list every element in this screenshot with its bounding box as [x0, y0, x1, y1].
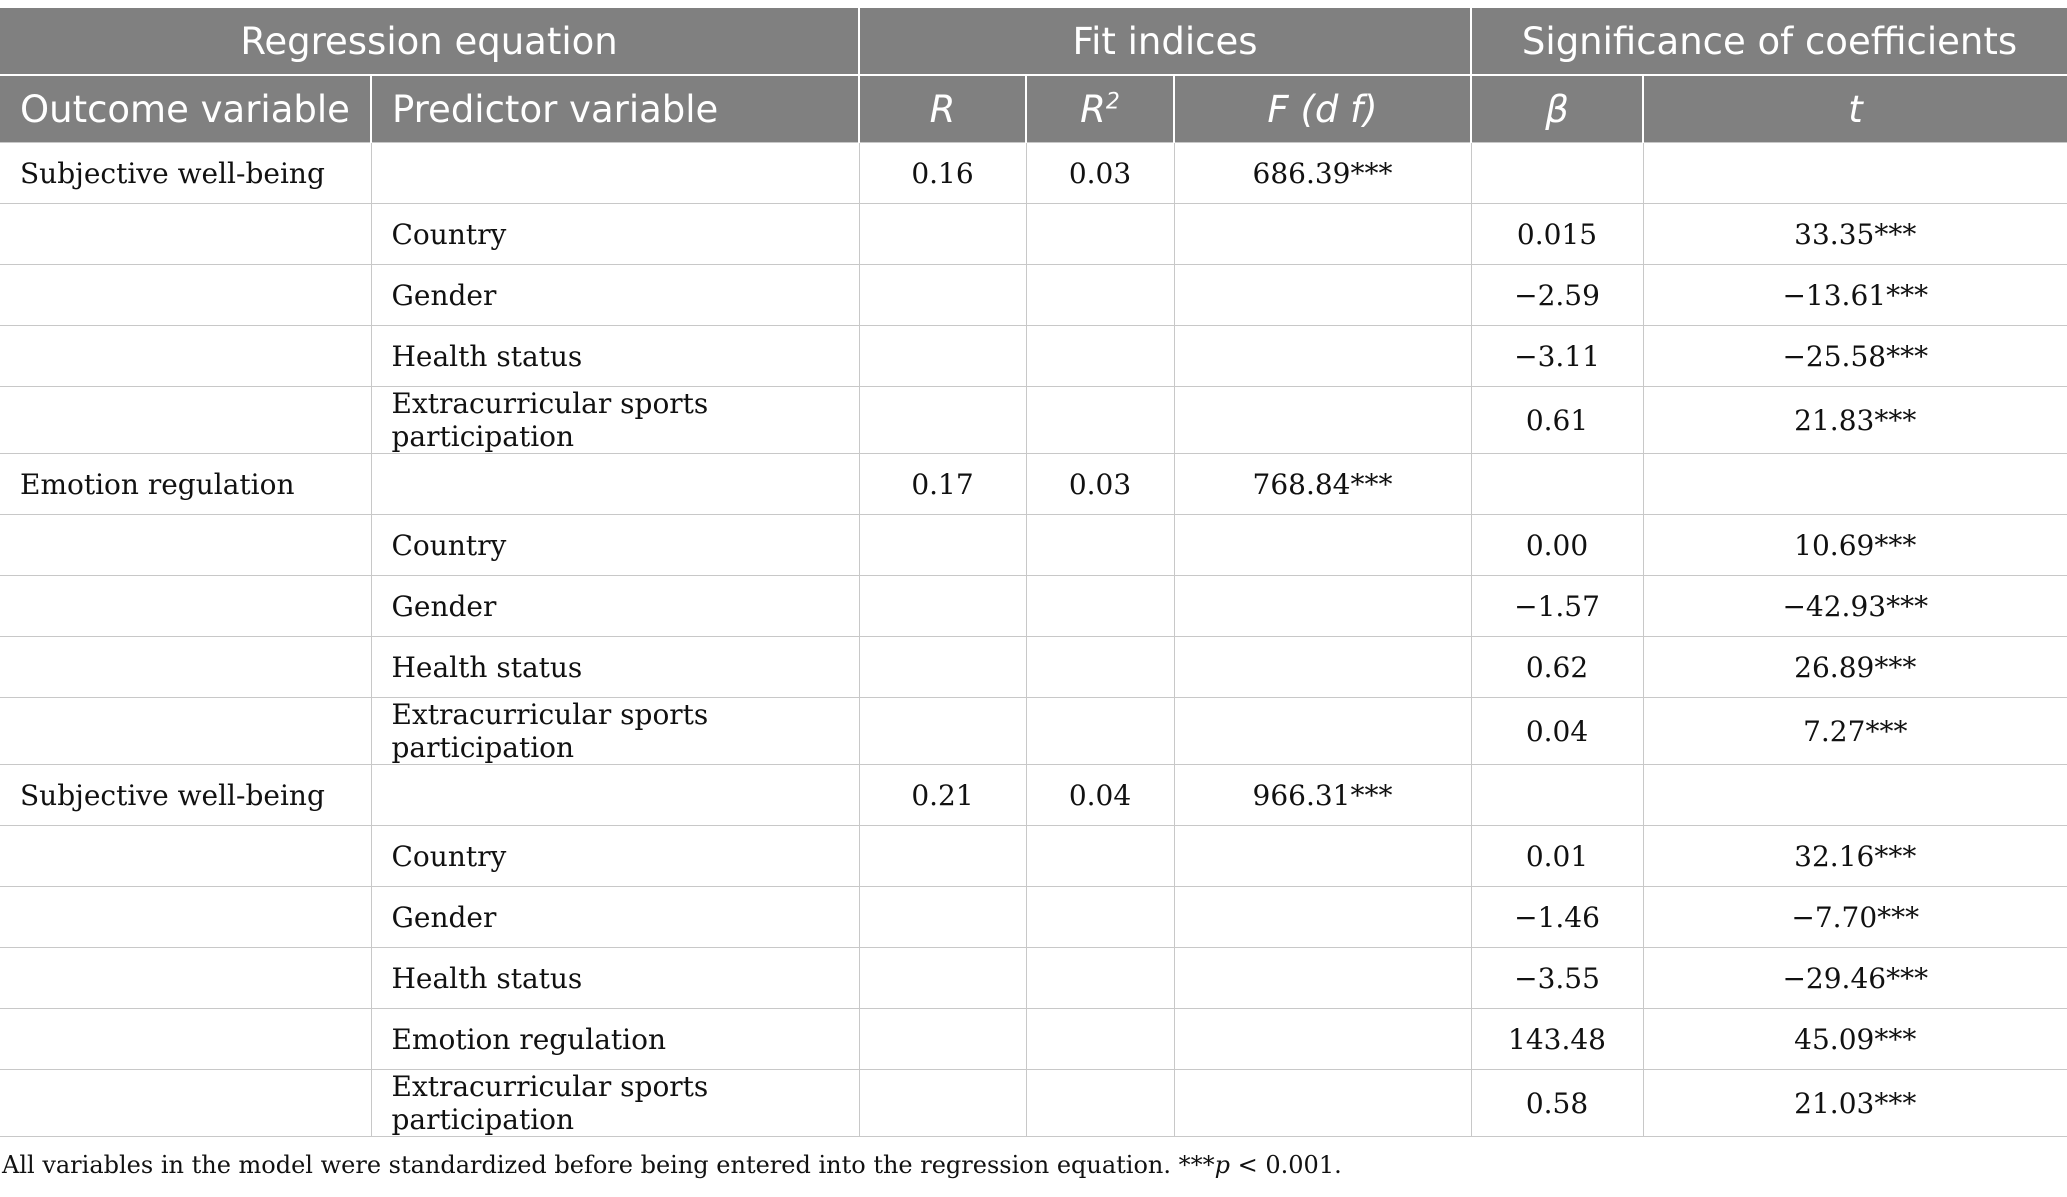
- table-row: [0, 515, 2067, 576]
- table-row: [0, 143, 2067, 204]
- cell-r: [859, 387, 1026, 454]
- header-group-row: [0, 8, 2067, 75]
- cell-t: 10.69***: [1643, 515, 2067, 576]
- cell-r-squared: [1026, 265, 1174, 326]
- cell-t: 32.16***: [1643, 826, 2067, 887]
- cell-beta: −2.59: [1471, 265, 1643, 326]
- cell-f: [1174, 1070, 1471, 1137]
- table-row: [0, 765, 2067, 826]
- cell-predictor: [371, 143, 859, 204]
- cell-outcome: Subjective well-being: [0, 143, 371, 204]
- cell-r-squared: 0.03: [1026, 143, 1174, 204]
- cell-r: [859, 948, 1026, 1009]
- cell-r: [859, 204, 1026, 265]
- header-r-squared-sup: 2: [1105, 89, 1120, 115]
- cell-outcome: [0, 515, 371, 576]
- cell-r: [859, 515, 1026, 576]
- table-row: [0, 204, 2067, 265]
- cell-r-squared: 0.04: [1026, 765, 1174, 826]
- footnote-threshold: < 0.001.: [1230, 1151, 1342, 1179]
- cell-r: [859, 326, 1026, 387]
- header-significance: Significance of coefficients: [1471, 8, 2067, 75]
- cell-t: −25.58***: [1643, 326, 2067, 387]
- cell-outcome: [0, 887, 371, 948]
- cell-predictor: Health status: [371, 326, 859, 387]
- header-beta: β: [1471, 75, 1643, 143]
- cell-beta: 0.58: [1471, 1070, 1643, 1137]
- cell-predictor: Country: [371, 515, 859, 576]
- cell-r: [859, 1070, 1026, 1137]
- cell-f: [1174, 826, 1471, 887]
- cell-predictor: Health status: [371, 948, 859, 1009]
- cell-outcome: [0, 265, 371, 326]
- cell-outcome: [0, 826, 371, 887]
- cell-beta: 0.01: [1471, 826, 1643, 887]
- cell-predictor: Gender: [371, 265, 859, 326]
- table-footnote: [0, 1151, 2067, 1179]
- table-row: [0, 265, 2067, 326]
- cell-beta: 143.48: [1471, 1009, 1643, 1070]
- cell-r: [859, 637, 1026, 698]
- cell-t: −29.46***: [1643, 948, 2067, 1009]
- footnote-p-symbol: p: [1214, 1151, 1231, 1179]
- header-fit-indices: Fit indices: [859, 8, 1471, 75]
- cell-beta: [1471, 765, 1643, 826]
- cell-predictor: Health status: [371, 637, 859, 698]
- cell-f: [1174, 1009, 1471, 1070]
- cell-f: [1174, 698, 1471, 765]
- cell-beta: [1471, 454, 1643, 515]
- cell-t: 7.27***: [1643, 698, 2067, 765]
- cell-r-squared: 0.03: [1026, 454, 1174, 515]
- footnote-text: All variables in the model were standardized before being entered into the regression equation. ***: [2, 1151, 1215, 1179]
- cell-predictor: Country: [371, 204, 859, 265]
- cell-predictor: [371, 454, 859, 515]
- table-row: [0, 1009, 2067, 1070]
- cell-beta: −1.46: [1471, 887, 1643, 948]
- table-row: [0, 887, 2067, 948]
- cell-f: [1174, 576, 1471, 637]
- cell-t: [1643, 143, 2067, 204]
- cell-beta: −3.55: [1471, 948, 1643, 1009]
- cell-r: 0.16: [859, 143, 1026, 204]
- cell-t: −42.93***: [1643, 576, 2067, 637]
- cell-beta: 0.62: [1471, 637, 1643, 698]
- cell-r: [859, 1009, 1026, 1070]
- cell-f: 966.31***: [1174, 765, 1471, 826]
- table-row: [0, 454, 2067, 515]
- cell-outcome: [0, 1009, 371, 1070]
- cell-r: [859, 265, 1026, 326]
- cell-outcome: [0, 204, 371, 265]
- cell-t: [1643, 454, 2067, 515]
- cell-r: [859, 698, 1026, 765]
- cell-r: [859, 576, 1026, 637]
- regression-table: [0, 8, 2067, 1137]
- cell-t: 33.35***: [1643, 204, 2067, 265]
- cell-r-squared: [1026, 948, 1174, 1009]
- cell-beta: −1.57: [1471, 576, 1643, 637]
- regression-table-container: [0, 8, 2067, 1179]
- cell-r-squared: [1026, 826, 1174, 887]
- cell-f: 768.84***: [1174, 454, 1471, 515]
- header-column-row: [0, 75, 2067, 143]
- cell-f: [1174, 387, 1471, 454]
- cell-r: [859, 887, 1026, 948]
- table-row: [0, 387, 2067, 454]
- cell-r-squared: [1026, 387, 1174, 454]
- cell-r-squared: [1026, 326, 1174, 387]
- cell-r: [859, 826, 1026, 887]
- cell-outcome: [0, 1070, 371, 1137]
- cell-outcome: [0, 326, 371, 387]
- header-regression-equation: Regression equation: [0, 8, 859, 75]
- table-row: [0, 698, 2067, 765]
- cell-outcome: [0, 387, 371, 454]
- header-t: t: [1643, 75, 2067, 143]
- cell-t: [1643, 765, 2067, 826]
- table-row: [0, 1070, 2067, 1137]
- table-row: [0, 948, 2067, 1009]
- table-row: [0, 637, 2067, 698]
- cell-f: [1174, 887, 1471, 948]
- cell-r: 0.17: [859, 454, 1026, 515]
- cell-predictor: Gender: [371, 576, 859, 637]
- cell-r-squared: [1026, 698, 1174, 765]
- cell-t: 26.89***: [1643, 637, 2067, 698]
- table-row: [0, 576, 2067, 637]
- cell-beta: [1471, 143, 1643, 204]
- cell-outcome: [0, 698, 371, 765]
- cell-beta: 0.00: [1471, 515, 1643, 576]
- table-header: [0, 8, 2067, 143]
- cell-r-squared: [1026, 204, 1174, 265]
- table-row: [0, 326, 2067, 387]
- cell-r-squared: [1026, 1070, 1174, 1137]
- cell-outcome: [0, 576, 371, 637]
- cell-f: [1174, 265, 1471, 326]
- cell-r-squared: [1026, 887, 1174, 948]
- cell-t: −7.70***: [1643, 887, 2067, 948]
- cell-predictor: Extracurricular sports participation: [371, 698, 859, 765]
- cell-r-squared: [1026, 1009, 1174, 1070]
- cell-t: 45.09***: [1643, 1009, 2067, 1070]
- table-body: [0, 143, 2067, 1137]
- cell-outcome: [0, 948, 371, 1009]
- cell-predictor: Country: [371, 826, 859, 887]
- cell-f: [1174, 948, 1471, 1009]
- cell-f: [1174, 637, 1471, 698]
- cell-outcome: Emotion regulation: [0, 454, 371, 515]
- header-f-df: F (d f): [1174, 75, 1471, 143]
- cell-f: [1174, 515, 1471, 576]
- table-row: [0, 826, 2067, 887]
- cell-t: 21.03***: [1643, 1070, 2067, 1137]
- cell-f: 686.39***: [1174, 143, 1471, 204]
- cell-beta: 0.61: [1471, 387, 1643, 454]
- header-r: R: [859, 75, 1026, 143]
- cell-beta: 0.04: [1471, 698, 1643, 765]
- header-r-squared: [1026, 75, 1174, 143]
- cell-t: −13.61***: [1643, 265, 2067, 326]
- cell-outcome: Subjective well-being: [0, 765, 371, 826]
- cell-r-squared: [1026, 576, 1174, 637]
- cell-r-squared: [1026, 515, 1174, 576]
- cell-r-squared: [1026, 637, 1174, 698]
- cell-f: [1174, 326, 1471, 387]
- cell-outcome: [0, 637, 371, 698]
- cell-predictor: Extracurricular sports participation: [371, 1070, 859, 1137]
- header-outcome-variable: Outcome variable: [0, 75, 371, 143]
- cell-f: [1174, 204, 1471, 265]
- cell-predictor: Gender: [371, 887, 859, 948]
- cell-predictor: [371, 765, 859, 826]
- cell-t: 21.83***: [1643, 387, 2067, 454]
- cell-r: 0.21: [859, 765, 1026, 826]
- cell-beta: −3.11: [1471, 326, 1643, 387]
- cell-beta: 0.015: [1471, 204, 1643, 265]
- header-predictor-variable: Predictor variable: [371, 75, 859, 143]
- cell-predictor: Emotion regulation: [371, 1009, 859, 1070]
- cell-predictor: Extracurricular sports participation: [371, 387, 859, 454]
- header-r-squared-base: R: [1080, 87, 1106, 131]
